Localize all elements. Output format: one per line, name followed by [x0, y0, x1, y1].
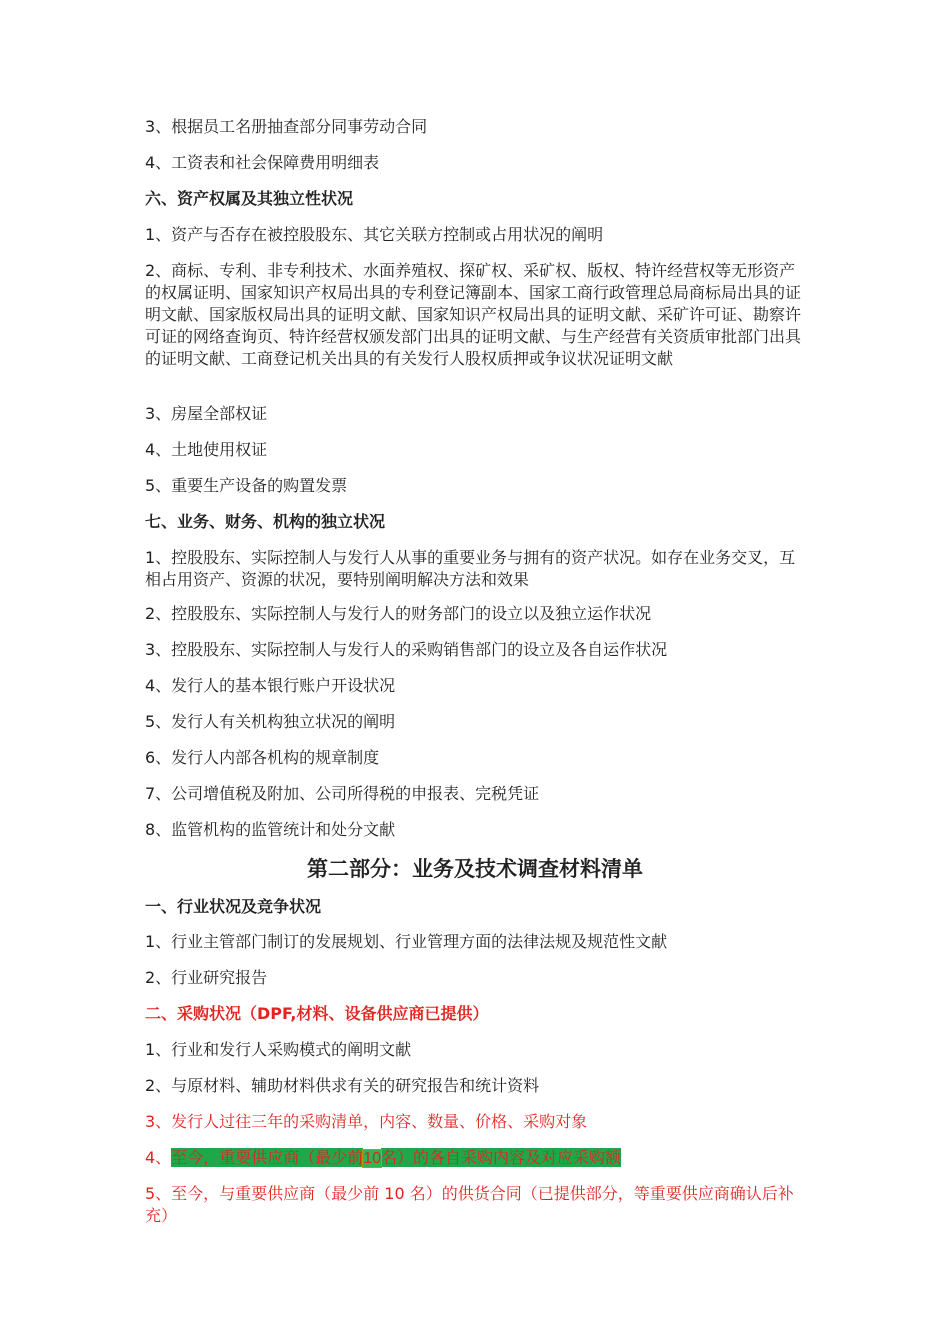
- list-item: 8、监管机构的监管统计和处分文献: [145, 820, 396, 839]
- section-heading: 二、采购状况（DPF,材料、设备供应商已提供）: [145, 1004, 489, 1023]
- list-item: 4、土地使用权证: [145, 440, 268, 459]
- section-heading: 六、资产权属及其独立性状况: [145, 189, 354, 208]
- list-item-prefix: 4、: [145, 1148, 172, 1167]
- list-item: 5、至今，与重要供应商（最少前 10 名）的供货合同（已提供部分，等重要供应商确认后补充）: [145, 1184, 794, 1225]
- list-item: 3、根据员工名册抽查部分同事劳动合同: [145, 117, 428, 136]
- highlighted-text: 名）的各自采购内容及对应采购额: [381, 1148, 622, 1167]
- list-item: 3、房屋全部权证: [145, 404, 268, 423]
- list-item: 1、资产与否存在被控股股东、其它关联方控制或占用状况的阐明: [145, 225, 604, 244]
- part-title: 第二部分：业务及技术调查材料清单: [307, 857, 643, 881]
- list-item: 6、发行人内部各机构的规章制度: [145, 748, 380, 767]
- list-item: 3、发行人过往三年的采购清单，内容、数量、价格、采购对象: [145, 1112, 588, 1131]
- section-heading: 一、行业状况及竞争状况: [145, 897, 322, 916]
- list-item: 2、行业研究报告: [145, 968, 268, 987]
- section-heading: 七、业务、财务、机构的独立状况: [145, 512, 386, 531]
- list-item-highlighted: [145, 1147, 810, 1170]
- highlighted-text: 至今，重要供应商（最少前: [171, 1148, 364, 1167]
- list-item: 3、控股股东、实际控制人与发行人的采购销售部门的设立及各自运作状况: [145, 640, 668, 659]
- list-item: 5、发行人有关机构独立状况的阐明: [145, 712, 396, 731]
- highlighted-number: 10: [363, 1150, 381, 1167]
- list-item: 1、行业主管部门制订的发展规划、行业管理方面的法律法规及规范性文献: [145, 932, 668, 951]
- list-item: 2、商标、专利、非专利技术、水面养殖权、探矿权、采矿权、版权、特许经营权等无形资产的权属证明、国家知识产权局出具的专利登记簿副本、国家工商行政管理总局商标局出具的证明文献、国家版权局出具的证明文献、国家知识产权局出具的证明文献、采矿许可证、勘察许可证的网络查询页、特许经营权颁发部门出具的证明文献、与生产经营有关资质审批部门出具的证明文献、工商登记机关出具的有关发行人股权质押或争议状况证明文献: [145, 261, 802, 368]
- list-item: 1、控股股东、实际控制人与发行人从事的重要业务与拥有的资产状况。如存在业务交叉，互相占用资产、资源的状况，要特别阐明解决方法和效果: [145, 548, 796, 589]
- list-item: 4、工资表和社会保障费用明细表: [145, 153, 380, 172]
- list-item: 7、公司增值税及附加、公司所得税的申报表、完税凭证: [145, 784, 540, 803]
- list-item: 2、与原材料、辅助材料供求有关的研究报告和统计资料: [145, 1076, 540, 1095]
- list-item: 1、行业和发行人采购模式的阐明文献: [145, 1040, 412, 1059]
- list-item: 4、发行人的基本银行账户开设状况: [145, 676, 396, 695]
- list-item: 2、控股股东、实际控制人与发行人的财务部门的设立以及独立运作状况: [145, 604, 652, 623]
- list-item: 5、重要生产设备的购置发票: [145, 476, 348, 495]
